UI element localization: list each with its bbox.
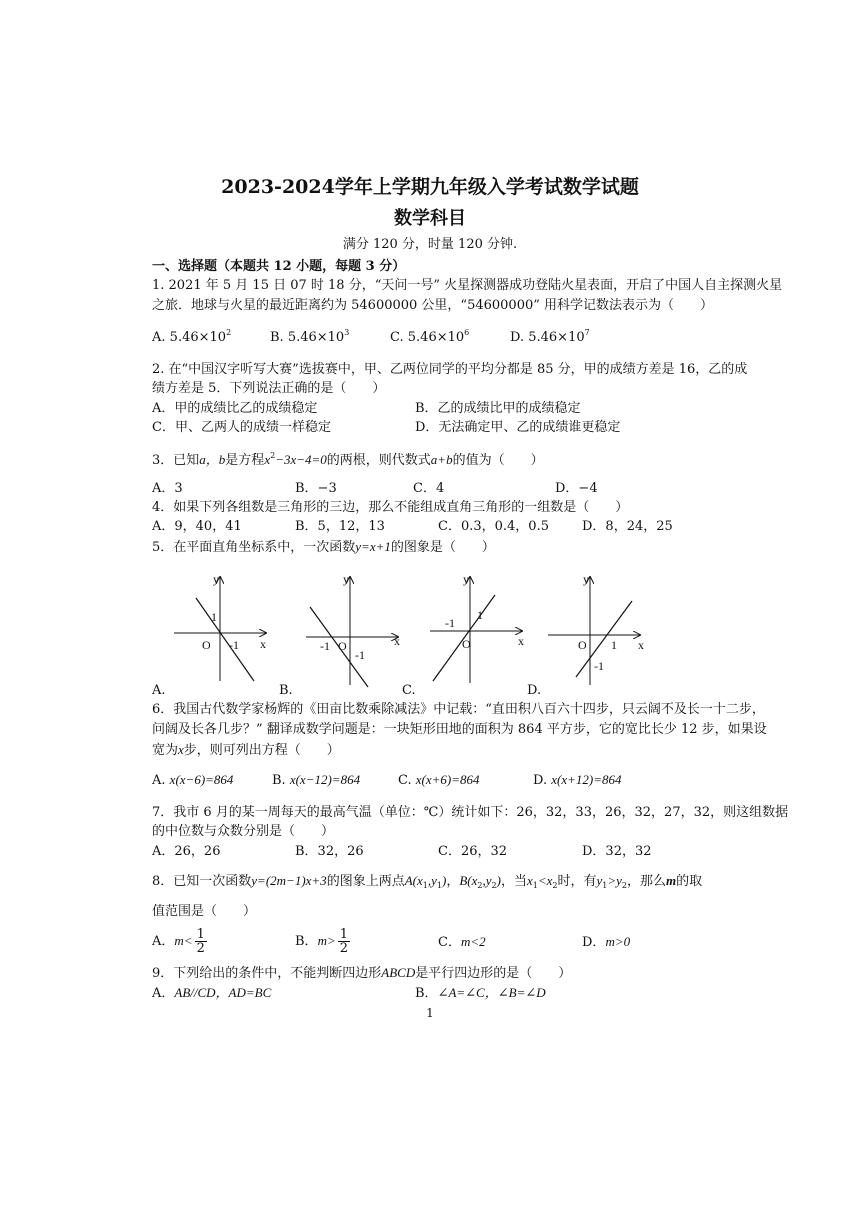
graph-d-tick-neg1: -1 <box>594 659 604 673</box>
q4-option-b: B．5，12，13 <box>295 519 385 534</box>
graph-d-tick-1: 1 <box>611 638 617 652</box>
graph-b-y-label: y <box>343 572 349 586</box>
q8-option-d: D．m>0 <box>582 934 631 950</box>
graph-b-origin: O <box>338 639 347 653</box>
q4-option-c: C．0.3，0.4，0.5 <box>438 519 549 534</box>
exam-title: 2023-2024学年上学期九年级入学考试数学试题 <box>221 176 639 198</box>
graph-b-x-label: x <box>394 634 400 648</box>
q8-option-a: A．m< $\frac{1}{2}$ <box>152 927 205 956</box>
q3-option-c: C．4 <box>413 481 445 496</box>
q9-option-a: A．AB//CD，AD=BC <box>152 985 272 1001</box>
graph-d-x-label: x <box>638 638 644 652</box>
q5-label-d: D. <box>527 683 542 698</box>
q8-option-c: C．m<2 <box>438 934 486 950</box>
q7-line2: 的中位数与众数分别是（ ） <box>152 824 335 839</box>
q8-line2: 值范围是（ ） <box>152 904 257 919</box>
q1-line2: 之旅．地球与火星的最近距离约为 54600000 公里，“54600000” 用科学记数法表示为（ ） <box>152 298 714 313</box>
q4-option-d: D．8，24，25 <box>582 519 673 534</box>
page-number: 1 <box>426 1006 434 1020</box>
graph-a-tick-1: 1 <box>211 610 217 624</box>
graph-c-tick-1: 1 <box>477 608 483 622</box>
graph-a-x-label: x <box>260 637 266 651</box>
q4-option-a: A．9，40，41 <box>152 519 242 534</box>
graph-b <box>306 572 400 687</box>
q2-option-d: D．无法确定甲、乙的成绩谁更稳定 <box>415 420 621 435</box>
q1-option-a: A. $5.46\times 10^2$ <box>152 328 232 345</box>
q1-option-b: B. $5.46\times 10^3$ <box>270 328 350 345</box>
q4-stem: 4．如果下列各组数是三角形的三边，那么不能组成直角三角形的一组数是（ ） <box>152 500 629 515</box>
graph-a <box>174 572 266 681</box>
graph-c-tick-neg1: -1 <box>445 616 455 630</box>
q5-label-a: A. <box>152 683 166 698</box>
q3-stem: 3．已知a，b是方程$x^2-3x-4=0$的两根，则代数式a+b的值为（ ） <box>152 451 544 468</box>
graph-a-y-label: y <box>213 572 219 586</box>
graph-d-origin: O <box>578 638 587 652</box>
graph-c <box>430 572 524 683</box>
q8-line1: 8．已知一次函数y=(2m−1)x+3的图象上两点$A(x_1,y_1)$，$B(x_2,y_2)$，当$x_1<x_2$时，有$y_1>y_2$，那么m的取 <box>152 873 703 890</box>
q9-option-b: B．∠A=∠C，∠B=∠D <box>415 985 546 1001</box>
q6-line2: 问阔及长各几步？” 翻译成数学问题是：一块矩形田地的面积为 864 平方步，它的宽比长少 12 步，如果设 <box>152 722 767 737</box>
q2-line2: 绩方差是 5．下列说法正确的是（ ） <box>152 381 386 396</box>
q7-option-d: D．32，32 <box>582 844 652 859</box>
q1-option-c: C. $5.46\times 10^6$ <box>390 328 470 345</box>
q8-option-a-fraction: $\frac{1}{2}$ <box>196 927 205 956</box>
q1-line1: 1. 2021 年 5 月 15 日 07 时 18 分，“天问一号” 火星探测器成功登陆火星表面，开启了中国人自主探测火星 <box>152 278 783 293</box>
q3-option-d: D．−4 <box>555 481 598 496</box>
q5-label-c: C. <box>402 683 416 698</box>
q7-option-b: B．32，26 <box>295 844 364 859</box>
section-heading: 一、选择题（本题共 12 小题，每题 3 分） <box>152 259 406 274</box>
q6-option-c: C. x(x+6)=864 <box>398 772 480 788</box>
q7-line1: 7．我市 6 月的某一周每天的最高气温（单位：℃）统计如下：26，32，33，26，32，27，32，则这组数据 <box>152 805 789 820</box>
graph-b-tick-neg1-y: -1 <box>355 648 365 662</box>
q1-option-d: D. $5.46\times 10^7$ <box>510 328 590 345</box>
q7-option-a: A．26，26 <box>152 844 221 859</box>
q6-line3: 宽为x步，则可列出方程（ ） <box>152 742 340 758</box>
q6-option-a: A. x(x−6)=864 <box>152 772 234 788</box>
q7-option-c: C．26，32 <box>438 844 508 859</box>
q6-option-d: D. x(x+12)=864 <box>533 772 622 788</box>
q2-option-c: C．甲、乙两人的成绩一样稳定 <box>152 420 331 435</box>
q9-stem: 9．下列给出的条件中，不能判断四边形ABCD是平行四边形的是（ ） <box>152 965 572 981</box>
subject-title: 数学科目 <box>394 208 466 229</box>
graph-c-y-label: y <box>463 572 469 586</box>
q5-graphs <box>150 565 710 695</box>
q5-label-b: B. <box>279 683 293 698</box>
q6-option-b: B. x(x−12)=864 <box>272 772 361 788</box>
graph-b-tick-neg1: -1 <box>320 639 330 653</box>
q5-stem: 5．在平面直角坐标系中，一次函数y=x+1的图象是（ ） <box>152 539 495 555</box>
q6-line1: 6．我国古代数学家杨辉的《田亩比数乘除减法》中记载：“直田积八百六十四步，只云阔不及长一十二步， <box>152 702 765 717</box>
q3-option-b: B．−3 <box>295 481 337 496</box>
graph-a-origin: O <box>202 638 211 652</box>
graph-d <box>548 572 644 685</box>
q2-line1: 2. 在“中国汉字听写大赛”选拔赛中，甲、乙两位同学的平均分都是 85 分，甲的成绩方差是 16，乙的成 <box>152 362 748 377</box>
q8-option-b-fraction: $\frac{1}{2}$ <box>339 927 349 956</box>
q8-option-b: B．m> $\frac{1}{2}$ <box>295 927 349 956</box>
q2-option-b: B．乙的成绩比甲的成绩稳定 <box>415 401 581 416</box>
q2-option-a: A．甲的成绩比乙的成绩稳定 <box>152 401 318 416</box>
graph-c-origin: O <box>462 637 471 651</box>
graph-a-tick-neg1: -1 <box>229 638 239 652</box>
graph-d-y-label: y <box>583 572 589 586</box>
q3-option-a: A．3 <box>152 481 183 496</box>
exam-info: 满分 120 分，时量 120 分钟. <box>342 237 518 252</box>
graph-c-x-label: x <box>518 634 524 648</box>
